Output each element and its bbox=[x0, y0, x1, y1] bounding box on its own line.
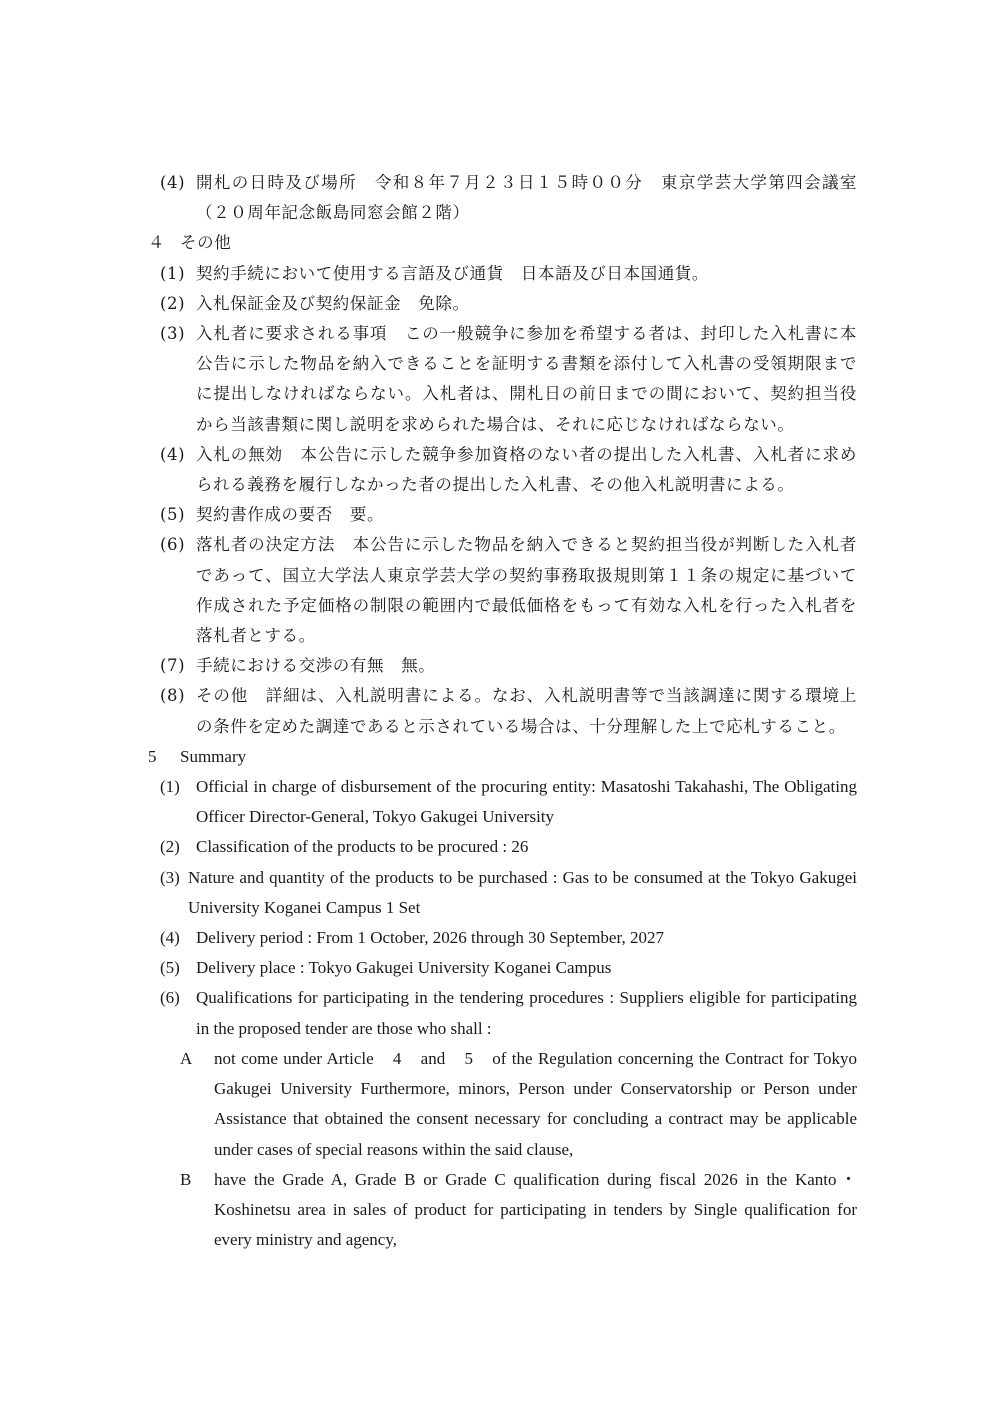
item-number: (4) bbox=[160, 173, 186, 192]
item-text: 落札者の決定方法 本公告に示した物品を納入できると契約担当役が判断した入札者であって、国立大学法人東京学芸大学の契約事務取扱規則第１１条の規定に基づいて作成された予定価格の制限の範囲内で最低価格をもって有効な入札を行った入札者を落札者とする。 bbox=[196, 535, 857, 646]
list-item bbox=[0, 772, 1000, 832]
item-number: (8) bbox=[160, 686, 186, 706]
item-number: (6) bbox=[160, 988, 180, 1008]
list-item bbox=[0, 923, 1000, 953]
item-text: 契約手続において使用する言語及び通貨 日本語及び日本国通貨。 bbox=[196, 263, 709, 283]
section-number: ４ bbox=[148, 233, 166, 253]
list-item bbox=[0, 530, 1000, 651]
item-text: 入札者に要求される事項 この一般競争に参加を希望する者は、封印した入札書に本公告に示した物品を納入できることを証明する書類を添付して入札書の受領期限までに提出しなければならない。入札者は、開札日の前日までの間において、契約担当役から当該書類に関し説明を求められた場合は、それに応じなければならない。 bbox=[196, 324, 857, 434]
item-text: Official in charge of disbursement of the procuring entity: Masatoshi Takahashi, The Obligating Officer Director-General, Tokyo Gakugei University bbox=[196, 777, 857, 827]
item-number: (1) bbox=[160, 263, 186, 283]
item-number: (2) bbox=[160, 837, 180, 857]
item-text: その他 詳細は、入札説明書による。なお、入札説明書等で当該調達に関する環境上の条件を定めた調達であると示されている場合は、十分理解した上で応札すること。 bbox=[196, 686, 857, 736]
item-number: (5) bbox=[160, 505, 186, 525]
sub-item-text: have the Grade A, Grade B or Grade C qualification during fiscal 2026 in the Kanto・Koshinetsu area in sales of product for participating in tenders by Single qualification for every ministry and agency, bbox=[214, 1169, 857, 1250]
list-item bbox=[0, 168, 1000, 228]
list-item bbox=[0, 289, 1000, 319]
list-item bbox=[0, 832, 1000, 862]
list-item bbox=[0, 440, 1000, 500]
list-item bbox=[0, 259, 1000, 289]
item-text: 手続における交渉の有無 無。 bbox=[196, 656, 436, 676]
section-title: その他 bbox=[180, 233, 232, 253]
section-title: Summary bbox=[180, 746, 247, 766]
item-text: Classification of the products to be procured : 26 bbox=[196, 837, 529, 857]
item-number: (4) bbox=[160, 928, 180, 948]
item-number: (5) bbox=[160, 958, 180, 978]
sub-item-text: not come under Article 4 and 5 of the Regulation concerning the Contract for Tokyo Gakugei University Furthermore, minors, Person under Conservatorship or Person under Assistance that obtained the consent necessary for concluding a contract may be applicable under cases of special reasons within the said clause, bbox=[214, 1048, 857, 1159]
item-text: 入札の無効 本公告に示した競争参加資格のない者の提出した入札書、入札者に求められる義務を履行しなかった者の提出した入札書、その他入札説明書による。 bbox=[196, 444, 857, 495]
list-item bbox=[0, 983, 1000, 1043]
item-number: (3) bbox=[160, 324, 186, 344]
sub-list-item bbox=[0, 1165, 1000, 1256]
list-item bbox=[0, 681, 1000, 741]
item-number: (7) bbox=[160, 656, 186, 676]
document-page bbox=[0, 168, 1000, 1255]
list-item bbox=[0, 953, 1000, 983]
list-item bbox=[0, 500, 1000, 530]
section-heading bbox=[0, 742, 1000, 772]
item-text: Nature and quantity of the products to be purchased : Gas to be consumed at the Tokyo Gakugei University Koganei Campus 1 Set bbox=[188, 867, 857, 917]
item-number: (6) bbox=[160, 535, 186, 555]
list-item bbox=[0, 319, 1000, 440]
item-text: 開札の日時及び場所 令和８年７月２３日１５時００分 東京学芸大学第四会議室（２０周年記念飯島同窓会館２階） bbox=[196, 173, 857, 223]
item-number: (4) bbox=[160, 444, 186, 464]
list-item bbox=[0, 651, 1000, 681]
item-number: (3) bbox=[160, 867, 180, 887]
list-item bbox=[0, 863, 1000, 923]
sub-item-letter: A bbox=[180, 1048, 193, 1068]
item-text: Qualifications for participating in the tendering procedures : Suppliers eligible for participating in the proposed tender are those who shall : bbox=[196, 988, 857, 1038]
item-number: (1) bbox=[160, 777, 180, 797]
item-text: 入札保証金及び契約保証金 免除。 bbox=[196, 293, 470, 313]
item-text: Delivery period : From 1 October, 2026 through 30 September, 2027 bbox=[196, 928, 664, 948]
item-text: 契約書作成の要否 要。 bbox=[196, 505, 385, 525]
item-text: Delivery place : Tokyo Gakugei University Koganei Campus bbox=[196, 958, 612, 978]
sub-item-letter: B bbox=[180, 1169, 192, 1189]
section-heading bbox=[0, 228, 1000, 258]
sub-list-item bbox=[0, 1044, 1000, 1165]
section-number: 5 bbox=[148, 746, 157, 766]
item-number: (2) bbox=[160, 293, 186, 313]
